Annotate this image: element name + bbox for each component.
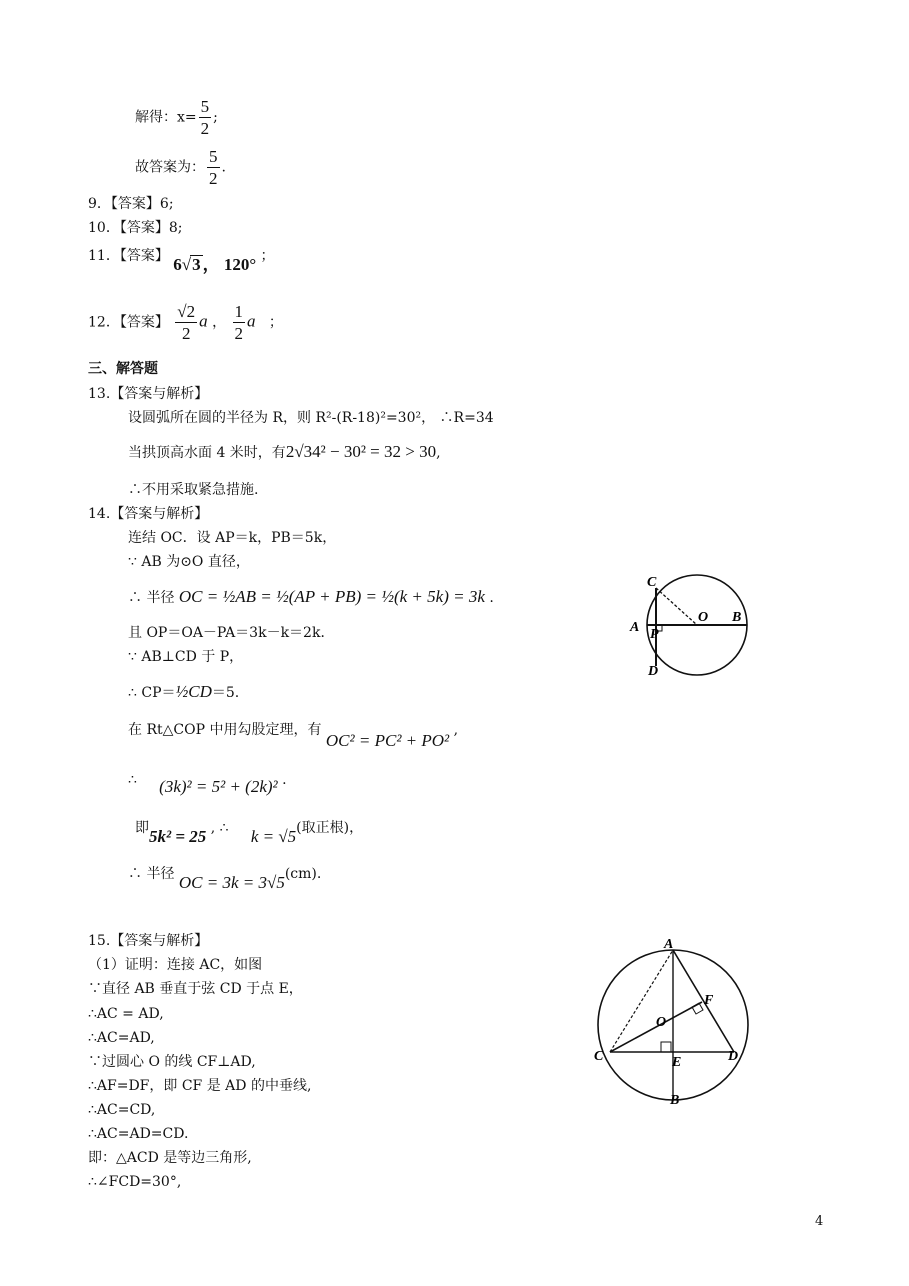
q14-heading: 14.【答案与解析】 bbox=[88, 506, 209, 522]
q14-line9-note: (取正根)， bbox=[296, 820, 364, 836]
q15-line3: ∴AC = AD, bbox=[88, 1006, 164, 1022]
q14-line1: 连结 OC．设 AP＝k，PB＝5k， bbox=[128, 530, 337, 546]
q15-line4: ∴AC=AD, bbox=[88, 1030, 155, 1046]
q11-sep: ， bbox=[202, 255, 220, 274]
q12-den1: 2 bbox=[181, 324, 191, 343]
q14-line6-text: ∴ CP＝ bbox=[128, 685, 176, 701]
q14-line3-text: ∴ 半径 bbox=[128, 590, 175, 606]
q14-line10-math: OC = 3k = 3√5 bbox=[178, 873, 285, 892]
q13-line2-end: , bbox=[436, 445, 441, 461]
fig14-label-o: O bbox=[698, 610, 709, 625]
q14-line6 bbox=[128, 683, 239, 702]
q15-line1: （1）证明：连接 AC，如图 bbox=[88, 957, 263, 973]
section-heading: 三、解答题 bbox=[88, 361, 158, 377]
fig15-label-d: D bbox=[728, 1049, 739, 1064]
q14-line8-math: (3k)² = 5² + (2k)² bbox=[159, 777, 278, 796]
q14-line6-math: ½CD bbox=[175, 682, 212, 701]
q15-line9: 即：△ACD 是等边三角形, bbox=[88, 1150, 252, 1166]
solve-fraction bbox=[199, 98, 212, 137]
solve-denominator: 2 bbox=[200, 119, 210, 138]
q14-line6-end: ＝5. bbox=[211, 685, 240, 701]
fig14-label-p: P bbox=[650, 627, 659, 642]
answer-q10: 10．【答案】8; bbox=[88, 220, 183, 236]
q11-radicand: 3 bbox=[192, 255, 201, 274]
solve-line bbox=[135, 98, 218, 137]
q13-line2-text: 当拱顶高水面 4 米时，有 bbox=[128, 445, 286, 461]
q11-label: 11．【答案】 bbox=[88, 248, 169, 264]
q14-line7-text: 在 Rt△COP 中用勾股定理，有 bbox=[128, 722, 322, 738]
q12-den2: 2 bbox=[234, 324, 244, 343]
fig15-label-e: E bbox=[672, 1055, 682, 1070]
fig15-label-o: O bbox=[656, 1015, 667, 1030]
answer-fraction bbox=[207, 148, 220, 187]
fig14-label-c: C bbox=[647, 575, 657, 590]
q14-line3-math: OC = ½AB = ½(AP + PB) = ½(k + 5k) = 3k bbox=[178, 587, 485, 606]
q15-line6: ∴AF=DF，即 CF 是 AD 的中垂线, bbox=[88, 1078, 312, 1094]
answer-q11 bbox=[88, 245, 275, 274]
q15-heading: 15.【答案与解析】 bbox=[88, 933, 209, 949]
q13-line1: 设圆弧所在圆的半径为 R，则 R²-(R-18)²=30²， ∴R=34 bbox=[128, 410, 494, 426]
answer-q9: 9．【答案】6; bbox=[88, 196, 174, 212]
page-number: 4 bbox=[815, 1214, 824, 1229]
q14-line8: ∴ (3k)² = 5² + (2k)² . bbox=[128, 772, 287, 796]
answer-denominator: 2 bbox=[209, 169, 218, 188]
q13-line2-math: 2√34² − 30² = 32 > 30 bbox=[285, 442, 437, 461]
q14-line5: ∵ AB⊥CD 于 P， bbox=[128, 649, 244, 665]
answer-numerator: 5 bbox=[209, 147, 218, 166]
fig14-label-b: B bbox=[732, 610, 742, 625]
solve-end: ; bbox=[213, 109, 218, 126]
q12-a1: a bbox=[199, 311, 208, 331]
q14-line9-text: 即 bbox=[135, 820, 149, 836]
answer-line bbox=[135, 148, 226, 187]
q14-line2: ∵ AB 为⊙O 直径， bbox=[128, 554, 250, 570]
fig14-label-d: D bbox=[648, 664, 659, 679]
q15-line8: ∴AC=AD=CD. bbox=[88, 1126, 189, 1142]
q12-label: 12．【答案】 bbox=[88, 314, 169, 331]
fig15-label-f: F bbox=[704, 993, 714, 1008]
q11-math: 6√3 ， 120° bbox=[173, 255, 257, 274]
solve-numerator: 5 bbox=[200, 97, 210, 116]
q15-line5: ∵过圆心 O 的线 CF⊥AD, bbox=[88, 1054, 256, 1070]
q14-line10-text: ∴ 半径 bbox=[128, 866, 175, 882]
q11-end: ； bbox=[260, 248, 275, 264]
q12-num2: 1 bbox=[234, 302, 244, 321]
q15-line2: ∵直径 AB 垂直于弦 CD 于点 E， bbox=[88, 981, 303, 997]
answer-q12 bbox=[88, 303, 283, 342]
q14-line10 bbox=[128, 864, 322, 892]
answer-label: 故答案为： bbox=[135, 159, 205, 176]
q13-heading: 13.【答案与解析】 bbox=[88, 386, 209, 402]
fig15-label-b: B bbox=[670, 1093, 680, 1108]
fig15-label-a: A bbox=[664, 937, 674, 952]
q14-line9-k: k = √5 bbox=[250, 827, 297, 846]
q13-line3: ∴不用采取紧急措施. bbox=[128, 482, 259, 498]
q12-frac1 bbox=[175, 303, 197, 342]
solve-label: 解得：x= bbox=[135, 109, 197, 126]
q14-line10-unit: (cm). bbox=[284, 866, 322, 882]
q11-angle: 120° bbox=[223, 255, 257, 274]
q12-sep: ， bbox=[212, 314, 227, 331]
q14-line4: 且 OP＝OA－PA＝3k－k＝2k． bbox=[128, 625, 335, 641]
q14-line3: ∴ 半径 OC = ½AB = ½(AP + PB) = ½(k + 5k) = 3k . bbox=[128, 587, 494, 606]
q13-line2 bbox=[128, 443, 441, 462]
q12-num1: √2 bbox=[177, 302, 196, 321]
q14-line7: 在 Rt△COP 中用勾股定理，有 OC² = PC² + PO² , bbox=[128, 722, 459, 750]
q14-circle-figure bbox=[622, 568, 762, 680]
q15-line7: ∴AC=CD, bbox=[88, 1102, 156, 1118]
q14-line9-math: 5k² = 25 bbox=[149, 827, 207, 846]
fig14-label-a: A bbox=[630, 620, 640, 635]
q12-end: ； bbox=[268, 314, 283, 331]
fig15-label-c: C bbox=[594, 1049, 604, 1064]
q14-line9: 即5k² = 25 , ∴ k = √5(取正根)， bbox=[135, 820, 364, 846]
q11-coef: 6 bbox=[173, 255, 182, 274]
q12-frac2 bbox=[233, 303, 246, 342]
q12-a2: a bbox=[247, 311, 256, 331]
answer-end: . bbox=[221, 159, 226, 176]
q14-line7-math: OC² = PC² + PO² bbox=[325, 731, 450, 750]
q15-line10: ∴∠FCD=30°, bbox=[88, 1174, 182, 1190]
q15-circle-figure bbox=[588, 932, 758, 1108]
